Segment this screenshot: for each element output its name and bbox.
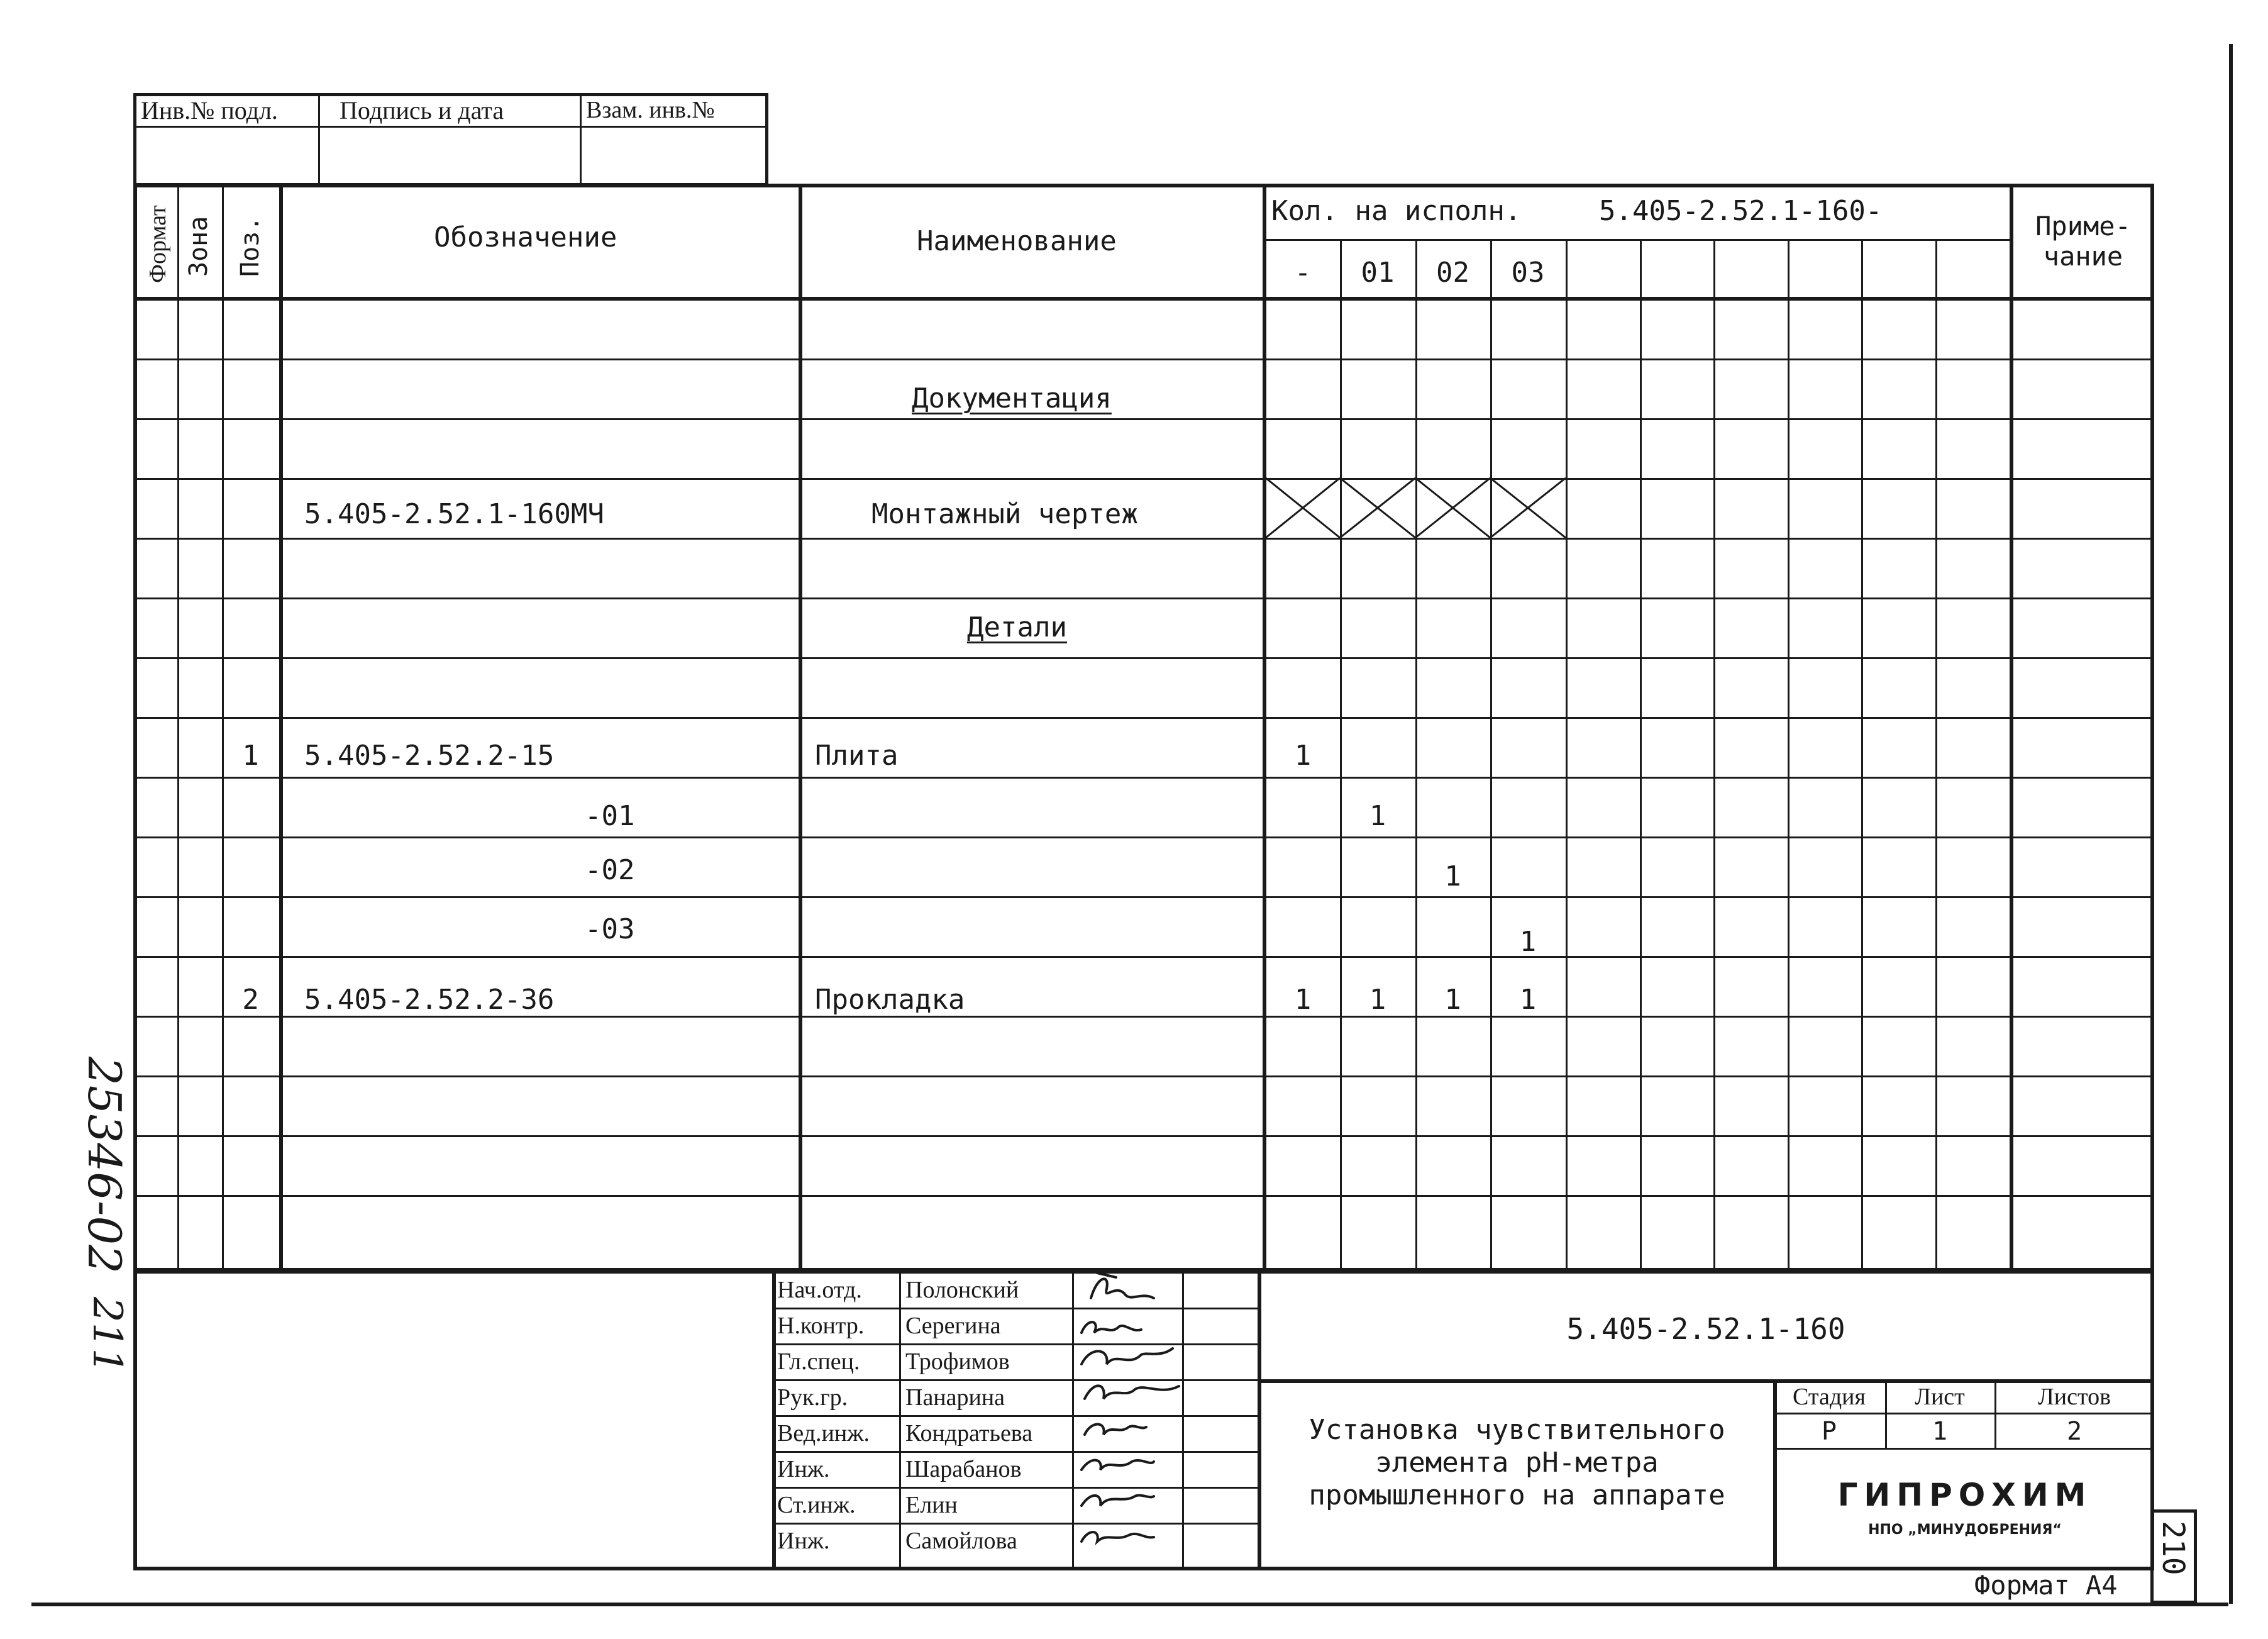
row5-qty-03: 1 — [1519, 984, 1537, 1016]
sheets-label: Листов — [2037, 1384, 2111, 1410]
stamp-title: Установка чувствительного элемента pH-метра промышленного на аппарате — [1308, 1414, 1725, 1511]
variant-header-01: 01 — [1361, 257, 1395, 289]
archive-number-2: 211 — [84, 1297, 130, 1374]
pos-header: Поз. — [236, 216, 265, 277]
section-parts: Детали — [967, 611, 1067, 643]
role-3: Гл.спец. — [777, 1348, 860, 1375]
role-4: Рук.гр. — [777, 1384, 848, 1411]
row3-qty-02: 1 — [1444, 860, 1461, 892]
name-4: Панарина — [905, 1384, 1005, 1411]
right-rule — [2229, 44, 2233, 1604]
variant-header-base: - — [1294, 257, 1312, 289]
row1-pos: 1 — [242, 740, 259, 772]
row5-designation: 5.405-2.52.2-36 — [304, 984, 555, 1016]
qty-header-prefix: Кол. на исполн. — [1271, 195, 1522, 227]
name-8: Самойлова — [905, 1528, 1017, 1554]
format-header: Формат — [145, 205, 171, 283]
row5-qty-01: 1 — [1369, 984, 1386, 1016]
row5-pos: 2 — [242, 984, 259, 1016]
name-3: Трофимов — [905, 1348, 1010, 1375]
doc-name: Монтажный чертеж — [871, 498, 1138, 530]
note-header: Приме- чание — [2035, 211, 2131, 272]
role-2: Н.контр. — [777, 1313, 865, 1339]
vzam-inv-label: Взам. инв.№ — [586, 97, 715, 123]
row5-qty-02: 1 — [1444, 984, 1461, 1016]
signatures — [1072, 1270, 1198, 1570]
stage-label: Стадия — [1793, 1384, 1866, 1410]
row1-name: Плита — [815, 740, 899, 772]
role-7: Ст.инж. — [777, 1492, 856, 1518]
row5-qty-base: 1 — [1294, 984, 1312, 1016]
row1-qty-base: 1 — [1294, 740, 1312, 772]
org-name: ГИПРОХИМ — [1837, 1477, 2093, 1513]
inv-no-label: Инв.№ подл. — [141, 96, 278, 125]
section-documentation: Документация — [912, 382, 1112, 414]
designation-header: Обозначение — [434, 221, 617, 253]
role-6: Инж. — [777, 1456, 830, 1482]
doc-designation: 5.405-2.52.1-160МЧ — [304, 498, 604, 530]
row2-qty-01: 1 — [1369, 800, 1386, 832]
variant-header-02: 02 — [1436, 257, 1469, 289]
sheet-value: 1 — [1932, 1417, 1948, 1446]
row5-name: Прокладка — [815, 984, 965, 1016]
row4-qty-03: 1 — [1519, 926, 1537, 958]
row4-designation: -03 — [585, 913, 635, 945]
archive-number: 25346-02 — [78, 1057, 131, 1274]
row3-designation: -02 — [585, 854, 635, 886]
stamp-doc-code: 5.405-2.52.1-160 — [1566, 1312, 1845, 1346]
role-5: Вед.инж. — [777, 1420, 870, 1447]
row2-designation: -01 — [585, 800, 635, 832]
role-1: Нач.отд. — [777, 1277, 862, 1303]
signature-date-label: Подпись и дата — [340, 96, 504, 125]
page-number: 210 — [2155, 1521, 2191, 1575]
format-label: Формат А4 — [1974, 1570, 2118, 1601]
name-7: Елин — [905, 1492, 958, 1518]
org-subtitle: НПО „МИНУДОБРЕНИЯ“ — [1868, 1522, 2062, 1538]
sheets-value: 2 — [2066, 1417, 2083, 1446]
name-2: Серегина — [905, 1313, 1001, 1339]
qty-header-doc: 5.405-2.52.1-160- — [1599, 195, 1883, 227]
name-6: Шарабанов — [905, 1456, 1022, 1482]
cross-marks — [1266, 478, 1566, 538]
row1-designation: 5.405-2.52.2-15 — [304, 740, 555, 772]
sheet-label: Лист — [1915, 1384, 1965, 1410]
zone-header: Зона — [184, 216, 213, 277]
name-1: Полонский — [905, 1277, 1019, 1303]
role-8: Инж. — [777, 1528, 830, 1554]
name-header: Наименование — [917, 225, 1117, 257]
variant-header-03: 03 — [1511, 257, 1545, 289]
bottom-rule — [31, 1603, 2228, 1606]
stage-value: Р — [1821, 1417, 1837, 1446]
name-5: Кондратьева — [905, 1420, 1033, 1447]
